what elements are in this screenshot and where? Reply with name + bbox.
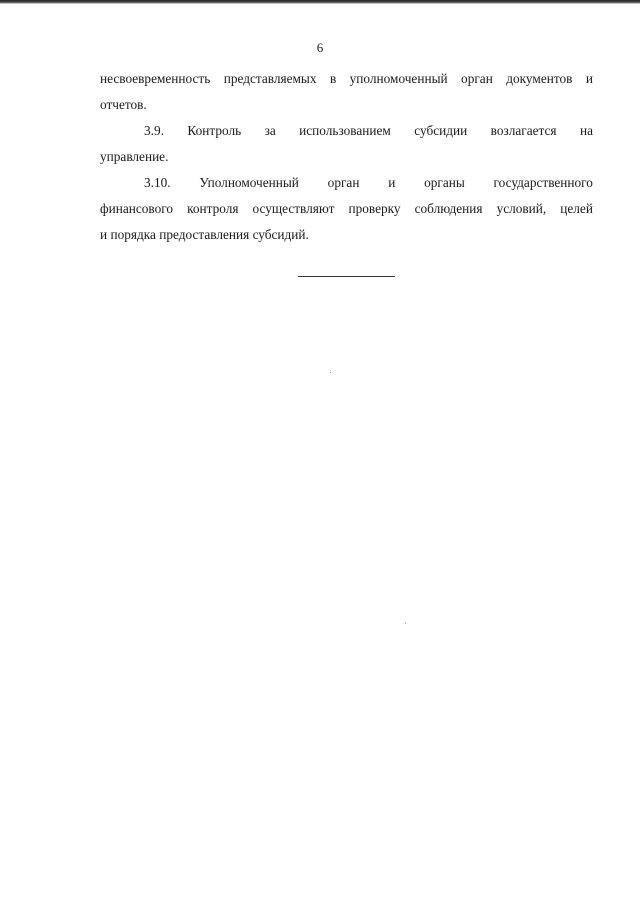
paragraph-3-10-verification [100,170,593,248]
scan-speck [405,623,406,624]
text-line: финансового контроля осуществляют проверку соблюдения условий, целей [100,201,593,216]
paragraph-3-9-control [100,118,593,170]
text-line: и порядка предоставления субсидий. [100,227,309,242]
text-line: отчетов. [100,97,147,112]
scan-edge [0,0,640,4]
end-of-text-rule [298,276,395,277]
document-body [100,66,593,248]
scan-speck [330,372,331,373]
text-line: управление. [100,149,169,164]
text-line: 3.9. Контроль за использованием субсидии возлагается на [144,123,593,138]
page-number: 6 [316,40,324,55]
text-line: 3.10. Уполномоченный орган и органы государственного [144,175,593,190]
text-line: несвоевременность представляемых в уполномоченный орган документов и [100,71,593,86]
paragraph-missed-reports [100,66,593,118]
